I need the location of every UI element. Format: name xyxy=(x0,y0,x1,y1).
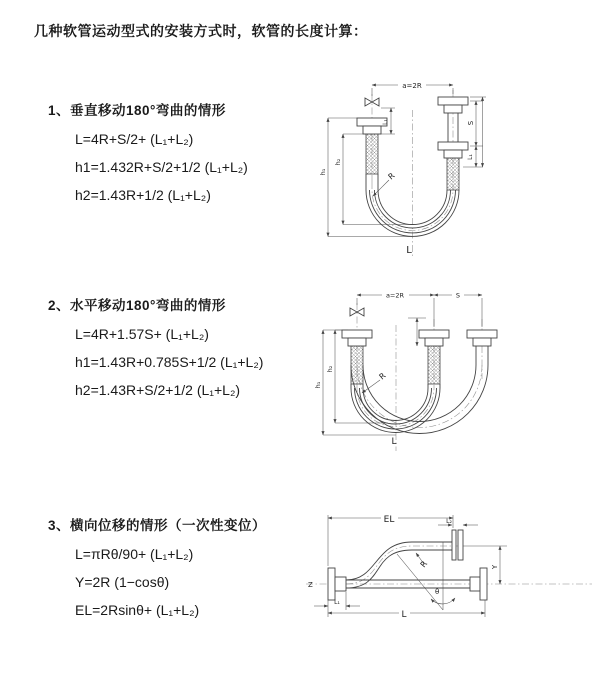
fittings xyxy=(328,530,487,600)
dimensions xyxy=(314,513,500,618)
formula-line: EL=2Rsinθ+ (L₁+L₂) xyxy=(75,602,200,618)
section-3-heading: 3、横向位移的情形（一次性变位） xyxy=(48,518,267,533)
hose-body xyxy=(351,346,488,434)
radius-label: R xyxy=(377,371,388,382)
radius-label: R xyxy=(418,559,430,570)
dim-label-l1: L₁ xyxy=(334,599,340,606)
formula-line: L=4R+S/2+ (L₁+L₂) xyxy=(75,131,194,147)
formula-line: h2=1.43R+1/2 (L₁+L₂) xyxy=(75,187,211,203)
dim-label-l2: L₂ xyxy=(446,518,452,525)
dim-label-y: Y xyxy=(491,564,499,570)
construction-lines xyxy=(397,542,455,610)
page-title: 几种软管运动型式的安装方式时，软管的长度计算： xyxy=(34,23,368,39)
formula-line: h1=1.432R+S/2+1/2 (L₁+L₂) xyxy=(75,159,248,175)
angle-label: θ xyxy=(435,588,440,596)
section-2-heading: 2、水平移动180°弯曲的情形 xyxy=(48,298,226,313)
formula-line: L=4R+1.57S+ (L₁+L₂) xyxy=(75,326,209,342)
dim-label-h2: h₂ xyxy=(334,158,342,166)
section-1 xyxy=(48,101,248,209)
diagram-vertical-180-bend xyxy=(315,72,595,264)
axis-mark: Z xyxy=(308,581,313,589)
formula-line: Y=2R (1−cosθ) xyxy=(75,574,170,590)
diagram-lateral-displacement xyxy=(300,497,600,632)
section-3 xyxy=(48,516,266,624)
formula-line: h2=1.43R+S/2+1/2 (L₁+L₂) xyxy=(75,382,241,398)
dim-label-h2: h₂ xyxy=(326,365,334,373)
dim-label-a2r: a=2R xyxy=(402,82,422,90)
centerlines xyxy=(306,546,592,584)
diagram-labels xyxy=(308,515,499,620)
fittings xyxy=(342,308,497,346)
dim-label-s: S xyxy=(455,291,461,300)
diagram-horizontal-180-bend xyxy=(310,283,595,458)
length-label: L xyxy=(391,437,397,447)
section-2-formulas xyxy=(48,320,263,404)
dim-label-el: EL xyxy=(383,515,395,525)
dim-label-h1: h₁ xyxy=(314,381,322,389)
hose-body xyxy=(346,542,470,588)
radius-label: R xyxy=(386,171,397,182)
dim-label-a2r: a=2R xyxy=(385,291,405,300)
length-label: L xyxy=(401,610,407,620)
dim-label-l1-left: L₁ xyxy=(382,119,389,125)
formula-line: h1=1.43R+0.785S+1/2 (L₁+L₂) xyxy=(75,354,264,370)
dim-label-s: S xyxy=(467,120,475,126)
section-1-heading: 1、垂直移动180°弯曲的情形 xyxy=(48,103,226,118)
dim-label-h1: h₁ xyxy=(319,168,327,176)
dim-label-l1-right: L₁ xyxy=(467,154,474,160)
length-label: L xyxy=(406,245,412,256)
dimensions xyxy=(323,290,482,435)
centerlines xyxy=(357,303,482,451)
section-3-formulas xyxy=(48,540,266,624)
formula-line: L=πRθ/90+ (L₁+L₂) xyxy=(75,546,194,562)
section-1-formulas xyxy=(48,125,248,209)
section-2 xyxy=(48,296,263,404)
